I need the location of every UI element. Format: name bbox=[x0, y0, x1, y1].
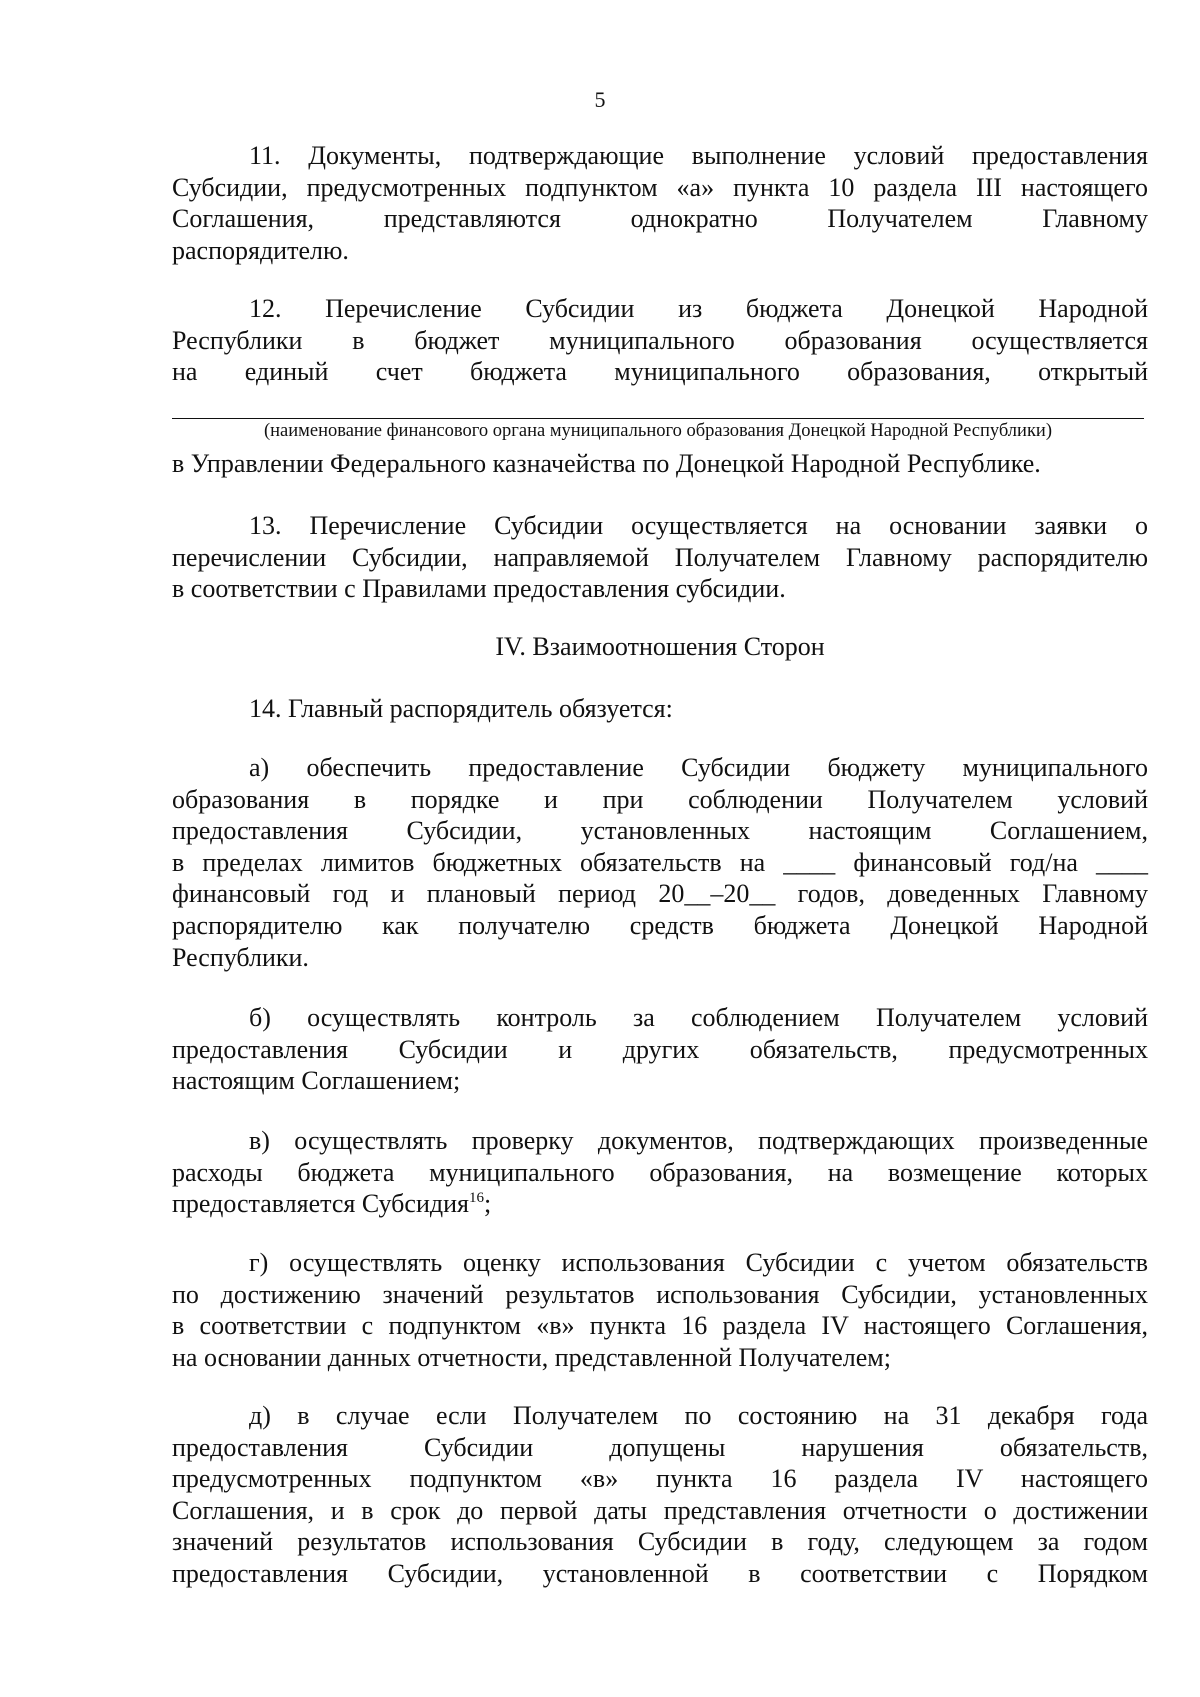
text-line: предоставления Субсидии, установленных настоящим Соглашением, bbox=[172, 816, 1148, 846]
text-line: предоставления Субсидии и других обязательств, предусмотренных bbox=[172, 1034, 1148, 1064]
field-caption: (наименование финансового органа муниципального образования Донецкой Народной Республики) bbox=[263, 421, 1052, 441]
text-line bbox=[172, 1188, 1148, 1220]
page-number: 5 bbox=[594, 87, 606, 112]
text-line: в соответствии с подпунктом «в» пункта 16 раздела IV настоящего Соглашения, bbox=[172, 1311, 1148, 1341]
paragraph-b bbox=[172, 1002, 1148, 1097]
text-line: настоящим Соглашением; bbox=[172, 1066, 461, 1096]
text-line: в пределах лимитов бюджетных обязательств на ____ финансовый год/на ____ bbox=[172, 847, 1148, 877]
text-line: перечислении Субсидии, направляемой Получателем Главному распорядителю bbox=[172, 542, 1148, 572]
paragraph-11 bbox=[172, 140, 1148, 266]
text-line: г) осуществлять оценку использования Субсидии с учетом обязательств bbox=[249, 1248, 1148, 1277]
text-line: в Управлении Федерального казначейства по Донецкой Народной Республике. bbox=[172, 449, 1041, 478]
text-line: 14. Главный распорядитель обязуется: bbox=[249, 694, 673, 723]
text-line: в) осуществлять проверку документов, подтверждающих произведенные bbox=[249, 1126, 1148, 1155]
text-line: распорядителю. bbox=[172, 235, 349, 265]
text-line: образования в порядке и при соблюдении Получателем условий bbox=[172, 784, 1148, 814]
text-line: финансовый год и плановый период 20__–20__ годов, доведенных Главному bbox=[172, 879, 1148, 909]
text-line: д) в случае если Получателем по состоянию на 31 декабря года bbox=[249, 1401, 1148, 1430]
blank-line-rule bbox=[172, 418, 1144, 419]
text-line: Субсидии, предусмотренных подпунктом «а» пункта 10 раздела III настоящего bbox=[172, 172, 1148, 202]
text-line: предусмотренных подпунктом «в» пункта 16 раздела IV настоящего bbox=[172, 1464, 1148, 1494]
section-title: IV. Взаимоотношения Сторон bbox=[495, 632, 825, 661]
paragraph-v bbox=[172, 1125, 1148, 1220]
text-line: Соглашения, и в срок до первой даты представления отчетности о достижении bbox=[172, 1495, 1148, 1525]
text-fragment: ; bbox=[483, 1189, 492, 1219]
text-line: в соответствии с Правилами предоставления субсидии. bbox=[172, 574, 786, 604]
text-line: на основании данных отчетности, представленной Получателем; bbox=[172, 1342, 891, 1372]
paragraph-12 bbox=[172, 293, 1148, 388]
text-line: Республики в бюджет муниципального образования осуществляется bbox=[172, 325, 1148, 355]
paragraph-13 bbox=[172, 510, 1148, 605]
paragraph-g bbox=[172, 1247, 1148, 1373]
text-fragment: предоставляется Субсидия bbox=[172, 1189, 469, 1219]
paragraph-d bbox=[172, 1400, 1148, 1590]
text-line: б) осуществлять контроль за соблюдением Получателем условий bbox=[249, 1003, 1148, 1032]
text-line: 11. Документы, подтверждающие выполнение условий предоставления bbox=[249, 141, 1148, 170]
text-line: значений результатов использования Субсидии в году, следующем за годом bbox=[172, 1527, 1148, 1557]
text-line: Республики. bbox=[172, 942, 309, 972]
text-line: по достижению значений результатов использования Субсидии, установленных bbox=[172, 1279, 1148, 1309]
text-line: расходы бюджета муниципального образования, на возмещение которых bbox=[172, 1157, 1148, 1187]
paragraph-12-continuation bbox=[172, 448, 1148, 480]
text-line: на единый счет бюджета муниципального образования, открытый bbox=[172, 357, 1148, 387]
paragraph-14 bbox=[172, 693, 1148, 725]
text-line: 13. Перечисление Субсидии осуществляется на основании заявки о bbox=[249, 511, 1148, 540]
text-line: а) обеспечить предоставление Субсидии бюджету муниципального bbox=[249, 753, 1148, 782]
text-line: предоставления Субсидии допущены нарушения обязательств, bbox=[172, 1432, 1148, 1462]
footnote-ref[interactable]: 16 bbox=[468, 1190, 484, 1207]
text-line: распорядителю как получателю средств бюджета Донецкой Народной bbox=[172, 910, 1148, 940]
text-line: Соглашения, представляются однократно Получателем Главному bbox=[172, 204, 1148, 234]
text-line: предоставления Субсидии, установленной в соответствии с Порядком bbox=[172, 1558, 1148, 1588]
text-line: 12. Перечисление Субсидии из бюджета Донецкой Народной bbox=[249, 294, 1148, 323]
paragraph-a bbox=[172, 752, 1148, 973]
